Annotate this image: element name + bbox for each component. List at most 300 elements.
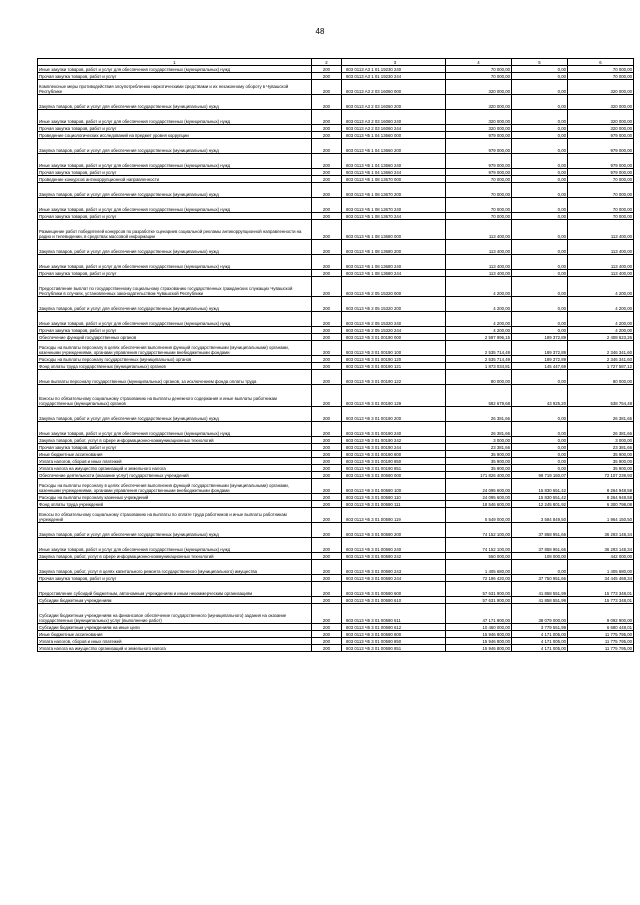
row-name-cell: Уплата налогов, сборов и иных платежей — [38, 638, 312, 645]
row-executed-cell: 0,00 — [512, 176, 568, 183]
row-code-cell: 200 — [312, 213, 342, 220]
row-remainder-cell: 26 381,66 — [568, 407, 634, 422]
row-amount-cell: 18 546 600,00 — [446, 501, 512, 508]
row-amount-cell: 320 000,00 — [446, 95, 512, 110]
table-row — [38, 451, 634, 458]
table-row — [38, 407, 634, 422]
row-executed-cell: 37 858 951,66 — [512, 538, 568, 553]
row-executed-cell: 0,00 — [512, 110, 568, 125]
row-amount-cell: 979 000,00 — [446, 154, 512, 169]
row-kbk-cell: 803 0113 Ч5 1 08 13670 000 — [342, 176, 446, 183]
table-row — [38, 132, 634, 139]
row-kbk-cell: 803 0113 Ч5 3 01 00590 243 — [342, 560, 446, 575]
row-code-cell: 200 — [312, 154, 342, 169]
row-code-cell: 200 — [312, 437, 342, 444]
row-executed-cell: 0,00 — [512, 95, 568, 110]
row-executed-cell: 0,00 — [512, 73, 568, 80]
row-executed-cell: 145 447,69 — [512, 363, 568, 370]
row-kbk-cell: 803 0113 Ч5 3 01 00190 800 — [342, 451, 446, 458]
row-executed-cell: 15 830 651,42 — [512, 494, 568, 501]
row-executed-cell: 0,00 — [512, 66, 568, 73]
row-executed-cell: 0,00 — [512, 370, 568, 385]
row-kbk-cell: 803 0113 Ч5 3 01 00590 000 — [342, 472, 446, 479]
row-amount-cell: 320 000,00 — [446, 110, 512, 125]
row-amount-cell: 320 000,00 — [446, 125, 512, 132]
row-executed-cell: 15 830 651,42 — [512, 479, 568, 494]
row-remainder-cell: 979 000,00 — [568, 139, 634, 154]
table-row — [38, 240, 634, 255]
row-remainder-cell: 70 000,00 — [568, 198, 634, 213]
row-remainder-cell: 4 200,00 — [568, 327, 634, 334]
row-amount-cell: 24 095 600,00 — [446, 479, 512, 494]
row-executed-cell: 189 372,89 — [512, 341, 568, 356]
row-code-cell: 200 — [312, 494, 342, 501]
row-remainder-cell: 113 400,00 — [568, 220, 634, 240]
row-code-cell: 200 — [312, 356, 342, 363]
row-executed-cell: 0,00 — [512, 422, 568, 437]
row-kbk-cell: 803 0113 Ч5 3 01 00190 129 — [342, 385, 446, 407]
row-name-cell: Закупка товаров, работ, услуг в сфере информационно-коммуникационных технологий — [38, 553, 312, 560]
row-remainder-cell: 2 346 341,60 — [568, 356, 634, 363]
row-executed-cell: 0,00 — [512, 80, 568, 95]
row-executed-cell: 0,00 — [512, 240, 568, 255]
row-name-cell: Прочая закупка товаров, работ и услуг — [38, 169, 312, 176]
row-code-cell: 200 — [312, 341, 342, 356]
header-col-3: 3 — [342, 59, 446, 66]
row-executed-cell: 0,00 — [512, 437, 568, 444]
row-name-cell: Уплата налога на имущество организаций и земельного налога — [38, 645, 312, 652]
row-remainder-cell: 979 000,00 — [568, 154, 634, 169]
row-remainder-cell: 70 000,00 — [568, 66, 634, 73]
row-executed-cell: 0,00 — [512, 407, 568, 422]
row-remainder-cell: 1 405 680,00 — [568, 560, 634, 575]
row-kbk-cell: 803 0113 Ч5 3 01 00590 610 — [342, 597, 446, 604]
row-name-cell: Взносы по обязательному социальному страхованию на выплаты по оплате труда работников и иные выплаты работникам учреждений — [38, 508, 312, 523]
row-remainder-cell: 23 381,66 — [568, 444, 634, 451]
row-kbk-cell: 803 0113 Ч5 1 08 13680 200 — [342, 240, 446, 255]
table-row — [38, 582, 634, 597]
row-executed-cell: 0,00 — [512, 139, 568, 154]
row-remainder-cell: 4 200,00 — [568, 277, 634, 297]
row-code-cell: 200 — [312, 582, 342, 597]
row-remainder-cell: 113 400,00 — [568, 240, 634, 255]
row-name-cell: Взносы по обязательному социальному страхованию на выплаты денежного содержания и иные выплаты работникам государственных (муниципальных) органов — [38, 385, 312, 407]
row-amount-cell: 70 000,00 — [446, 183, 512, 198]
row-name-cell: Иные закупки товаров, работ и услуг для обеспечения государственных (муниципальных) нужд — [38, 312, 312, 327]
table-row — [38, 154, 634, 169]
row-executed-cell: 0,00 — [512, 451, 568, 458]
row-remainder-cell: 979 000,00 — [568, 132, 634, 139]
row-code-cell: 200 — [312, 422, 342, 437]
row-amount-cell: 4 200,00 — [446, 297, 512, 312]
row-code-cell: 200 — [312, 472, 342, 479]
row-remainder-cell: 320 000,00 — [568, 80, 634, 95]
row-amount-cell: 2 535 714,49 — [446, 341, 512, 356]
row-executed-cell: 0,00 — [512, 132, 568, 139]
table-row — [38, 508, 634, 523]
row-remainder-cell: 35 900,00 — [568, 465, 634, 472]
table-row — [38, 363, 634, 370]
row-amount-cell: 15 946 800,00 — [446, 631, 512, 638]
row-kbk-cell: 803 0113 Ч5 3 01 00190 100 — [342, 341, 446, 356]
row-executed-cell: 3 779 551,99 — [512, 624, 568, 631]
row-remainder-cell: 1 727 587,12 — [568, 363, 634, 370]
row-amount-cell: 70 000,00 — [446, 66, 512, 73]
row-code-cell: 200 — [312, 95, 342, 110]
row-remainder-cell: 36 293 148,34 — [568, 523, 634, 538]
row-amount-cell: 74 152 100,00 — [446, 538, 512, 553]
table-row — [38, 169, 634, 176]
row-code-cell: 200 — [312, 458, 342, 465]
row-amount-cell: 979 000,00 — [446, 169, 512, 176]
row-amount-cell: 5 549 000,00 — [446, 508, 512, 523]
row-name-cell: Субсидии бюджетным учреждениям на финансовое обеспечение государственного (муниципального) задания на оказание государственных (муниципальных) услуг (выполнение работ) — [38, 604, 312, 624]
table-row — [38, 472, 634, 479]
row-executed-cell: 12 245 801,92 — [512, 501, 568, 508]
row-kbk-cell: 803 0113 Ч5 3 01 00590 240 — [342, 538, 446, 553]
row-remainder-cell: 70 000,00 — [568, 213, 634, 220]
row-kbk-cell: 803 0113 Ч5 3 01 00590 119 — [342, 508, 446, 523]
row-amount-cell: 57 631 900,00 — [446, 597, 512, 604]
row-kbk-cell: 803 0113 Ч5 3 01 00190 121 — [342, 363, 446, 370]
row-code-cell: 200 — [312, 198, 342, 213]
row-name-cell: Иные бюджетные ассигнования — [38, 451, 312, 458]
row-kbk-cell: 803 0113 Ч5 1 08 13680 244 — [342, 270, 446, 277]
row-remainder-cell: 72 107 239,93 — [568, 472, 634, 479]
row-remainder-cell: 26 381,66 — [568, 422, 634, 437]
header-col-1: 1 — [38, 59, 312, 66]
row-amount-cell: 35 900,00 — [446, 458, 512, 465]
row-name-cell: Прочая закупка товаров, работ и услуг — [38, 73, 312, 80]
row-amount-cell: 70 000,00 — [446, 73, 512, 80]
row-executed-cell: 0,00 — [512, 169, 568, 176]
row-name-cell: Иные закупки товаров, работ и услуг для обеспечения государственных (муниципальных) нужд — [38, 538, 312, 553]
row-amount-cell: 72 196 420,00 — [446, 575, 512, 582]
row-kbk-cell: 803 0113 Ч5 3 01 00190 120 — [342, 356, 446, 363]
row-code-cell: 200 — [312, 385, 342, 407]
table-row — [38, 422, 634, 437]
row-kbk-cell: 803 0113 Ч5 1 04 13660 240 — [342, 154, 446, 169]
table-row — [38, 220, 634, 240]
row-code-cell: 200 — [312, 553, 342, 560]
table-row — [38, 385, 634, 407]
row-remainder-cell: 4 200,00 — [568, 312, 634, 327]
row-kbk-cell: 803 0113 Ч5 3 01 00590 850 — [342, 638, 446, 645]
table-row — [38, 465, 634, 472]
row-remainder-cell: 538 754,48 — [568, 385, 634, 407]
row-remainder-cell: 80 000,00 — [568, 370, 634, 385]
row-name-cell: Иные закупки товаров, работ и услуг для обеспечения государственных (муниципальных) нужд — [38, 110, 312, 125]
row-remainder-cell: 34 445 468,34 — [568, 575, 634, 582]
row-name-cell: Закупка товаров, работ и услуг для обеспечения государственных (муниципальных) нужд — [38, 139, 312, 154]
row-amount-cell: 70 000,00 — [446, 198, 512, 213]
row-amount-cell: 4 200,00 — [446, 277, 512, 297]
row-code-cell: 200 — [312, 327, 342, 334]
row-name-cell: Проведение социологических исследований на предмет уровня коррупции — [38, 132, 312, 139]
row-remainder-cell: 320 000,00 — [568, 110, 634, 125]
row-executed-cell: 0,00 — [512, 198, 568, 213]
row-name-cell: Иные выплаты персоналу государственных (муниципальных) органов, за исключением фонда оплаты труда — [38, 370, 312, 385]
row-name-cell: Закупка товаров, работ и услуг для обеспечения государственных (муниципальных) нужд — [38, 95, 312, 110]
table-row — [38, 66, 634, 73]
row-name-cell: Прочая закупка товаров, работ и услуг — [38, 444, 312, 451]
budget-table — [37, 58, 634, 652]
row-code-cell: 200 — [312, 80, 342, 95]
row-amount-cell: 47 171 900,00 — [446, 604, 512, 624]
row-remainder-cell: 9 092 900,00 — [568, 604, 634, 624]
row-remainder-cell: 35 900,00 — [568, 458, 634, 465]
table-row — [38, 538, 634, 553]
row-executed-cell: 0,00 — [512, 270, 568, 277]
row-kbk-cell: 803 0113 Ч5 3 01 00590 800 — [342, 631, 446, 638]
table-row — [38, 270, 634, 277]
row-kbk-cell: 803 0113 Ч5 3 01 00590 612 — [342, 624, 446, 631]
header-col-4: 4 — [446, 59, 512, 66]
row-amount-cell: 4 200,00 — [446, 312, 512, 327]
row-name-cell: Обеспечение функций государственных органов — [38, 334, 312, 341]
row-code-cell: 200 — [312, 508, 342, 523]
row-name-cell: Обеспечение деятельности (оказание услуг) государственных учреждений — [38, 472, 312, 479]
row-amount-cell: 35 900,00 — [446, 451, 512, 458]
row-executed-cell: 0,00 — [512, 458, 568, 465]
row-kbk-cell: 803 0113 Ч5 3 01 00190 244 — [342, 444, 446, 451]
row-remainder-cell: 8 264 948,58 — [568, 494, 634, 501]
row-code-cell: 200 — [312, 538, 342, 553]
row-remainder-cell: 6 680 448,01 — [568, 624, 634, 631]
row-amount-cell: 113 400,00 — [446, 270, 512, 277]
row-name-cell: Закупка товаров, работ и услуг для обеспечения государственных (муниципальных) нужд — [38, 183, 312, 198]
row-code-cell: 200 — [312, 645, 342, 652]
row-remainder-cell: 70 000,00 — [568, 176, 634, 183]
row-kbk-cell: 803 0113 А3 2 03 16060 240 — [342, 110, 446, 125]
row-name-cell: Прочая закупка товаров, работ и услуг — [38, 125, 312, 132]
row-name-cell: Уплата налогов, сборов и иных платежей — [38, 458, 312, 465]
row-kbk-cell: 803 0113 Ч5 2 05 15320 000 — [342, 277, 446, 297]
row-code-cell: 200 — [312, 312, 342, 327]
row-executed-cell: 0,00 — [512, 125, 568, 132]
row-name-cell: Закупка товаров, работ, услуг в сфере информационно-коммуникационных технологий — [38, 437, 312, 444]
row-amount-cell: 1 405 680,00 — [446, 560, 512, 575]
row-code-cell: 200 — [312, 465, 342, 472]
row-name-cell: Закупка товаров, работ и услуг для обеспечения государственных (муниципальных) нужд — [38, 240, 312, 255]
row-amount-cell: 3 000,00 — [446, 437, 512, 444]
row-code-cell: 200 — [312, 560, 342, 575]
row-kbk-cell: 803 0113 Ч5 1 04 13660 244 — [342, 169, 446, 176]
row-name-cell: Закупка товаров, работ и услуг для обеспечения государственных (муниципальных) нужд — [38, 407, 312, 422]
row-name-cell: Проведение конкурсов антикоррупционной направленности — [38, 176, 312, 183]
row-code-cell: 200 — [312, 575, 342, 582]
row-remainder-cell: 11 775 795,00 — [568, 645, 634, 652]
table-row — [38, 80, 634, 95]
row-executed-cell: 37 750 951,66 — [512, 575, 568, 582]
table-row — [38, 479, 634, 494]
row-name-cell: Закупка товаров, работ, услуг в целях капитального ремонта государственного (муниципального) имущества — [38, 560, 312, 575]
table-row — [38, 575, 634, 582]
row-name-cell: Иные закупки товаров, работ и услуг для обеспечения государственных (муниципальных) нужд — [38, 198, 312, 213]
row-remainder-cell: 2 408 623,26 — [568, 334, 634, 341]
row-amount-cell: 4 200,00 — [446, 327, 512, 334]
row-code-cell: 200 — [312, 451, 342, 458]
row-amount-cell: 171 826 400,00 — [446, 472, 512, 479]
row-remainder-cell: 15 773 348,01 — [568, 582, 634, 597]
row-code-cell: 200 — [312, 169, 342, 176]
row-kbk-cell: 803 0113 Ч5 3 01 00590 600 — [342, 582, 446, 597]
row-name-cell: Иные закупки товаров, работ и услуг для обеспечения государственных (муниципальных) нужд — [38, 154, 312, 169]
row-amount-cell: 113 400,00 — [446, 220, 512, 240]
row-amount-cell: 1 873 034,81 — [446, 363, 512, 370]
row-executed-cell: 0,00 — [512, 297, 568, 312]
row-name-cell: Расходы на выплаты персоналу государственных (муниципальных) органов — [38, 356, 312, 363]
row-executed-cell: 0,00 — [512, 465, 568, 472]
page-number: 48 — [315, 27, 325, 36]
row-executed-cell: 108 000,00 — [512, 553, 568, 560]
row-code-cell: 200 — [312, 183, 342, 198]
table-row — [38, 73, 634, 80]
table-row — [38, 125, 634, 132]
row-amount-cell: 113 400,00 — [446, 240, 512, 255]
row-kbk-cell: 803 0113 Ч5 3 01 00590 851 — [342, 645, 446, 652]
row-name-cell: Предоставление выплат по государственному социальному страхованию государственных гражданских служащих Чувашской Республики в случаях, установленных законодательством Чувашской Республики — [38, 277, 312, 297]
row-code-cell: 200 — [312, 132, 342, 139]
row-name-cell: Уплата налога на имущество организаций и земельного налога — [38, 465, 312, 472]
table-row — [38, 341, 634, 356]
row-name-cell: Прочая закупка товаров, работ и услуг — [38, 327, 312, 334]
row-code-cell: 200 — [312, 240, 342, 255]
row-amount-cell: 70 000,00 — [446, 213, 512, 220]
row-executed-cell: 38 079 000,00 — [512, 604, 568, 624]
row-kbk-cell: 803 0113 Ч5 2 05 15320 240 — [342, 312, 446, 327]
row-executed-cell: 0,00 — [512, 255, 568, 270]
row-amount-cell: 582 679,68 — [446, 385, 512, 407]
row-kbk-cell: 803 0113 Ч5 1 04 13660 000 — [342, 132, 446, 139]
row-amount-cell: 550 000,00 — [446, 553, 512, 560]
table-row — [38, 297, 634, 312]
table-row — [38, 213, 634, 220]
row-name-cell: Расходы на выплаты персоналу казенных учреждений — [38, 494, 312, 501]
row-code-cell: 200 — [312, 624, 342, 631]
row-code-cell: 200 — [312, 176, 342, 183]
row-kbk-cell: 803 0113 Ч5 1 08 13670 200 — [342, 183, 446, 198]
row-remainder-cell: 36 293 148,34 — [568, 538, 634, 553]
table-row — [38, 183, 634, 198]
row-kbk-cell: 803 0113 Ч5 3 01 00190 850 — [342, 458, 446, 465]
row-remainder-cell: 70 000,00 — [568, 183, 634, 198]
row-amount-cell: 15 946 800,00 — [446, 638, 512, 645]
row-name-cell: Иные закупки товаров, работ и услуг для обеспечения государственных (муниципальных) нужд — [38, 66, 312, 73]
row-remainder-cell: 320 000,00 — [568, 125, 634, 132]
table-row — [38, 444, 634, 451]
row-kbk-cell: 803 0113 Ч5 2 05 15320 244 — [342, 327, 446, 334]
row-code-cell: 200 — [312, 631, 342, 638]
row-kbk-cell: 803 0113 Ч5 3 01 00590 611 — [342, 604, 446, 624]
row-kbk-cell: 803 0113 Ч5 3 01 00190 851 — [342, 465, 446, 472]
row-name-cell: Прочая закупка товаров, работ и услуг — [38, 213, 312, 220]
table-row — [38, 645, 634, 652]
row-code-cell: 200 — [312, 220, 342, 240]
row-amount-cell: 26 381,66 — [446, 422, 512, 437]
row-executed-cell: 4 171 005,00 — [512, 631, 568, 638]
row-code-cell: 200 — [312, 604, 342, 624]
row-kbk-cell: 803 0113 Ч5 3 01 00590 100 — [342, 479, 446, 494]
row-name-cell: Закупка товаров, работ и услуг для обеспечения государственных (муниципальных) нужд — [38, 297, 312, 312]
row-name-cell: Комплексные меры противодействия злоупотреблению наркотическими средствами и их незаконному обороту в Чувашской Республике — [38, 80, 312, 95]
row-executed-cell: 41 858 551,99 — [512, 582, 568, 597]
row-kbk-cell: 803 0113 Ч5 3 01 00590 200 — [342, 523, 446, 538]
row-executed-cell: 0,00 — [512, 560, 568, 575]
row-remainder-cell: 1 964 150,50 — [568, 508, 634, 523]
row-name-cell: Размещение работ победителей конкурсов по разработке сценариев социальной рекламы антикоррупционной направленности на радио и телевидении, в средствах массовой информации — [38, 220, 312, 240]
row-kbk-cell: 803 0113 А3 1 01 19230 240 — [342, 66, 446, 73]
row-executed-cell: 3 584 849,50 — [512, 508, 568, 523]
row-executed-cell: 0,00 — [512, 183, 568, 198]
row-executed-cell: 0,00 — [512, 277, 568, 297]
row-executed-cell: 0,00 — [512, 327, 568, 334]
row-remainder-cell: 11 775 795,00 — [568, 631, 634, 638]
table-header-row — [38, 59, 634, 66]
row-code-cell: 200 — [312, 363, 342, 370]
row-code-cell: 200 — [312, 334, 342, 341]
table-row — [38, 110, 634, 125]
row-name-cell: Фонд оплаты труда государственных (муниципальных) органов — [38, 363, 312, 370]
row-executed-cell: 4 171 005,00 — [512, 638, 568, 645]
row-code-cell: 200 — [312, 597, 342, 604]
row-amount-cell: 320 000,00 — [446, 80, 512, 95]
table-row — [38, 631, 634, 638]
row-executed-cell: 0,00 — [512, 213, 568, 220]
row-name-cell: Субсидии бюджетным учреждениям на иные цели — [38, 624, 312, 631]
table-row — [38, 638, 634, 645]
row-remainder-cell: 3 000,00 — [568, 437, 634, 444]
row-kbk-cell: 803 0113 Ч5 3 01 00590 110 — [342, 494, 446, 501]
row-name-cell: Фонд оплаты труда учреждений — [38, 501, 312, 508]
row-kbk-cell: 803 0113 А3 1 01 19230 244 — [342, 73, 446, 80]
table-row — [38, 139, 634, 154]
row-code-cell: 200 — [312, 501, 342, 508]
row-kbk-cell: 803 0113 Ч5 1 08 13670 244 — [342, 213, 446, 220]
table-row — [38, 597, 634, 604]
row-kbk-cell: 803 0113 Ч5 1 08 13680 240 — [342, 255, 446, 270]
row-name-cell: Прочая закупка товаров, работ и услуг — [38, 575, 312, 582]
table-row — [38, 624, 634, 631]
row-kbk-cell: 803 0113 Ч5 3 01 00190 200 — [342, 407, 446, 422]
row-kbk-cell: 803 0113 А3 2 03 16060 244 — [342, 125, 446, 132]
row-amount-cell: 80 000,00 — [446, 370, 512, 385]
row-amount-cell: 2 535 714,49 — [446, 356, 512, 363]
row-amount-cell: 2 597 996,15 — [446, 334, 512, 341]
row-kbk-cell: 803 0113 Ч5 3 01 00190 000 — [342, 334, 446, 341]
row-code-cell: 200 — [312, 479, 342, 494]
row-name-cell: Расходы на выплаты персоналу в целях обеспечения выполнения функций государственными (муниципальными) органами, казенными учреждениями, органами управления государственными внебюджетными фондами — [38, 341, 312, 356]
row-amount-cell: 70 000,00 — [446, 176, 512, 183]
row-remainder-cell: 8 264 948,58 — [568, 479, 634, 494]
row-name-cell: Иные закупки товаров, работ и услуг для обеспечения государственных (муниципальных) нужд — [38, 255, 312, 270]
row-code-cell: 200 — [312, 73, 342, 80]
row-name-cell: Иные закупки товаров, работ и услуг для обеспечения государственных (муниципальных) нужд — [38, 422, 312, 437]
row-executed-cell: 189 372,89 — [512, 334, 568, 341]
row-remainder-cell: 442 000,00 — [568, 553, 634, 560]
row-amount-cell: 74 152 100,00 — [446, 523, 512, 538]
row-amount-cell: 113 400,00 — [446, 255, 512, 270]
row-name-cell: Закупка товаров, работ и услуг для обеспечения государственных (муниципальных) нужд — [38, 523, 312, 538]
table-row — [38, 370, 634, 385]
row-kbk-cell: 803 0113 Ч5 3 01 00590 111 — [342, 501, 446, 508]
row-code-cell: 200 — [312, 270, 342, 277]
row-executed-cell: 99 719 160,07 — [512, 472, 568, 479]
row-amount-cell: 979 000,00 — [446, 139, 512, 154]
row-remainder-cell: 11 775 795,00 — [568, 638, 634, 645]
row-code-cell: 200 — [312, 523, 342, 538]
table-row — [38, 176, 634, 183]
